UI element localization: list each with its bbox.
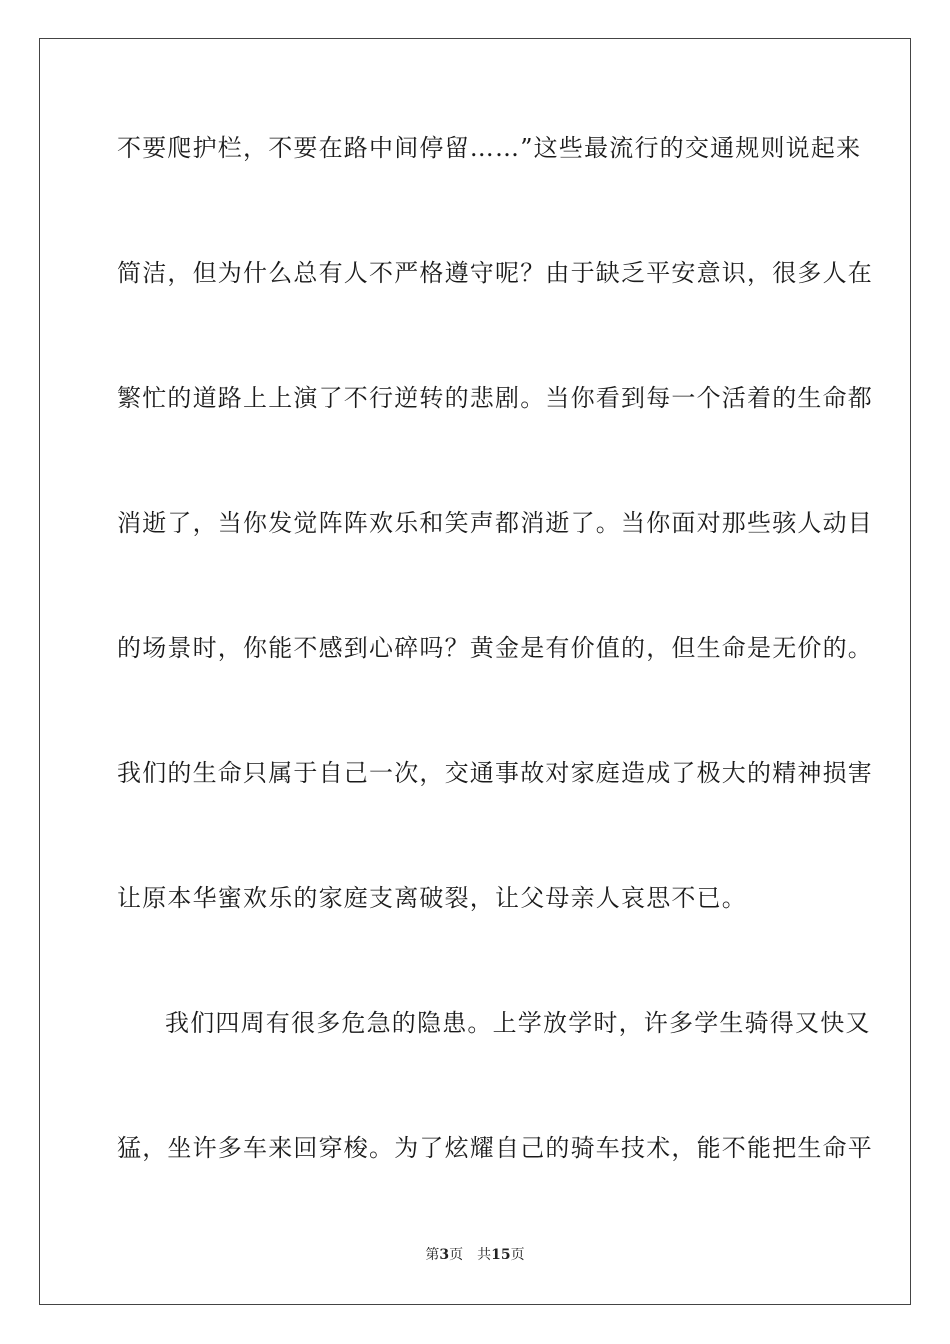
total-pages-number: 15 [491, 1247, 511, 1263]
footer-page-suffix: 页 [449, 1247, 464, 1263]
text-line: 不要爬护栏，不要在路中间停留……”这些最流行的交通规则说起来 [117, 134, 862, 162]
text-line: 消逝了，当你发觉阵阵欢乐和笑声都消逝了。当你面对那些骇人动目 [117, 509, 873, 537]
footer-total-prefix: 共 [477, 1247, 492, 1263]
text-line: 繁忙的道路上上演了不行逆转的悲剧。当你看到每一个活着的生命都 [117, 384, 873, 412]
current-page-number: 3 [439, 1247, 450, 1263]
footer-prefix: 第 [425, 1247, 440, 1263]
footer-total-suffix: 页 [510, 1247, 525, 1263]
text-line: 让原本华蜜欢乐的家庭支离破裂，让父母亲人哀思不已。 [117, 884, 747, 912]
text-line: 猛，坐许多车来回穿梭。为了炫耀自己的骑车技术，能不能把生命平 [117, 1134, 873, 1162]
page-border [39, 38, 911, 1305]
text-line: 的场景时，你能不感到心碎吗？黄金是有价值的，但生命是无价的。 [117, 634, 873, 662]
text-line-indented: 我们四周有很多危急的隐患。上学放学时，许多学生骑得又快又 [165, 1009, 871, 1037]
page-footer [0, 1246, 950, 1264]
text-line: 我们的生命只属于自己一次，交通事故对家庭造成了极大的精神损害 [117, 759, 873, 787]
text-line: 简洁，但为什么总有人不严格遵守呢？由于缺乏平安意识，很多人在 [117, 259, 873, 287]
